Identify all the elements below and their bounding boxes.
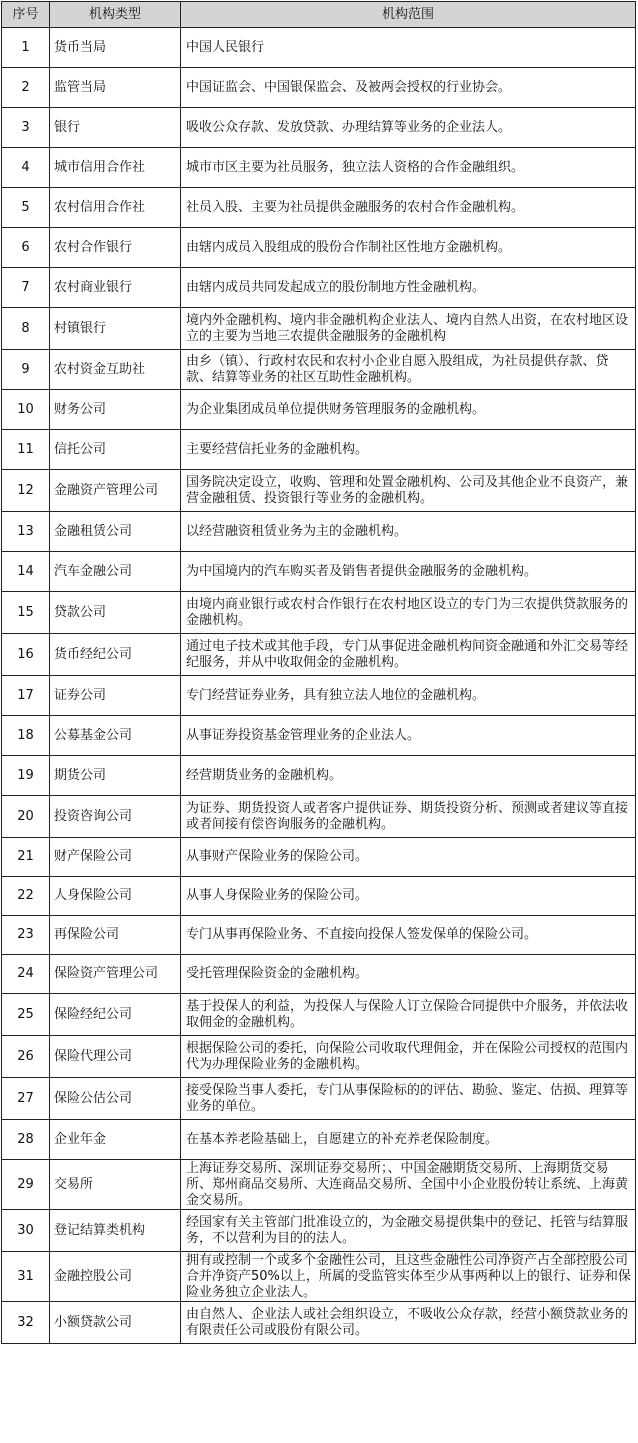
row-number: 8	[2, 308, 50, 350]
institution-scope: 从事人身保险业务的保险公司。	[181, 877, 636, 916]
row-number: 3	[2, 108, 50, 148]
institution-scope: 由乡（镇）、行政村农民和农村小企业自愿入股组成，为社员提供存款、贷款、结算等业务的社区互助性金融机构。	[181, 350, 636, 390]
table-row	[2, 1302, 636, 1344]
institution-scope: 受托管理保险资金的金融机构。	[181, 955, 636, 994]
institution-type: 村镇银行	[50, 308, 181, 350]
table-row	[2, 1160, 636, 1210]
institution-scope: 在基本养老险基础上，自愿建立的补充养老保险制度。	[181, 1120, 636, 1160]
institution-type: 保险代理公司	[50, 1036, 181, 1078]
header-type: 机构类型	[50, 2, 181, 28]
institution-scope: 主要经营信托业务的金融机构。	[181, 430, 636, 470]
row-number: 2	[2, 68, 50, 108]
row-number: 26	[2, 1036, 50, 1078]
table-row	[2, 228, 636, 268]
row-number: 9	[2, 350, 50, 390]
institution-scope: 由辖内成员入股组成的股份合作制社区性地方金融机构。	[181, 228, 636, 268]
row-number: 4	[2, 148, 50, 188]
institution-type: 银行	[50, 108, 181, 148]
institution-scope: 基于投保人的利益，为投保人与保险人订立保险合同提供中介服务，并依法收取佣金的金融机构。	[181, 994, 636, 1036]
table-row	[2, 634, 636, 676]
table-row	[2, 308, 636, 350]
institution-scope: 为证券、期货投资人或者客户提供证券、期货投资分析、预测或者建议等直接或者间接有偿咨询服务的金融机构。	[181, 796, 636, 838]
table-row	[2, 28, 636, 68]
institution-type: 公募基金公司	[50, 716, 181, 756]
institution-type: 农村资金互助社	[50, 350, 181, 390]
institution-type: 汽车金融公司	[50, 552, 181, 592]
institution-scope: 从事证券投资基金管理业务的企业法人。	[181, 716, 636, 756]
institution-scope: 为中国境内的汽车购买者及销售者提供金融服务的金融机构。	[181, 552, 636, 592]
table-row	[2, 838, 636, 877]
table-row	[2, 756, 636, 796]
institution-scope: 根据保险公司的委托，向保险公司收取代理佣金，并在保险公司授权的范围内代为办理保险业务的金融机构。	[181, 1036, 636, 1078]
row-number: 31	[2, 1252, 50, 1302]
institution-scope: 拥有或控制一个或多个金融性公司，且这些金融性公司净资产占全部控股公司合并净资产50%以上，所属的受监管实体至少从事两种以上的银行、证券和保险业务独立企业法人。	[181, 1252, 636, 1302]
institution-type: 贷款公司	[50, 592, 181, 634]
table-row	[2, 1252, 636, 1302]
table-row	[2, 430, 636, 470]
table-row	[2, 916, 636, 955]
institution-type: 农村商业银行	[50, 268, 181, 308]
institution-type: 保险经纪公司	[50, 994, 181, 1036]
institution-scope: 接受保险当事人委托，专门从事保险标的的评估、勘验、鉴定、估损、理算等业务的单位。	[181, 1078, 636, 1120]
table-row	[2, 1036, 636, 1078]
institution-type: 金融租赁公司	[50, 512, 181, 552]
row-number: 19	[2, 756, 50, 796]
institution-type: 保险公估公司	[50, 1078, 181, 1120]
row-number: 27	[2, 1078, 50, 1120]
institution-type: 货币当局	[50, 28, 181, 68]
row-number: 14	[2, 552, 50, 592]
institution-scope: 由辖内成员共同发起成立的股份制地方性金融机构。	[181, 268, 636, 308]
institution-type: 期货公司	[50, 756, 181, 796]
table-body	[2, 28, 636, 1344]
table-row	[2, 796, 636, 838]
institution-type: 小额贷款公司	[50, 1302, 181, 1344]
institution-scope: 经营期货业务的金融机构。	[181, 756, 636, 796]
institution-type: 登记结算类机构	[50, 1210, 181, 1252]
institution-type: 证券公司	[50, 676, 181, 716]
row-number: 15	[2, 592, 50, 634]
institution-scope: 社员入股、主要为社员提供金融服务的农村合作金融机构。	[181, 188, 636, 228]
institution-scope: 境内外金融机构、境内非金融机构企业法人、境内自然人出资，在农村地区设立的主要为当地三农提供金融服务的金融机构	[181, 308, 636, 350]
institution-type: 人身保险公司	[50, 877, 181, 916]
row-number: 7	[2, 268, 50, 308]
row-number: 17	[2, 676, 50, 716]
table-row	[2, 676, 636, 716]
table-row	[2, 148, 636, 188]
row-number: 28	[2, 1120, 50, 1160]
institution-scope: 吸收公众存款、发放贷款、办理结算等业务的企业法人。	[181, 108, 636, 148]
institution-scope: 以经营融资租赁业务为主的金融机构。	[181, 512, 636, 552]
table-row	[2, 552, 636, 592]
table-row	[2, 268, 636, 308]
institution-type: 城市信用合作社	[50, 148, 181, 188]
table-row	[2, 592, 636, 634]
institution-type: 监管当局	[50, 68, 181, 108]
header-no: 序号	[2, 2, 50, 28]
institution-type: 投资咨询公司	[50, 796, 181, 838]
table-header-row	[2, 2, 636, 28]
institution-scope: 通过电子技术或其他手段，专门从事促进金融机构间资金融通和外汇交易等经纪服务，并从中收取佣金的金融机构。	[181, 634, 636, 676]
institution-type: 农村合作银行	[50, 228, 181, 268]
institution-scope: 国务院决定设立，收购、管理和处置金融机构、公司及其他企业不良资产，兼营金融租赁、投资银行等业务的金融机构。	[181, 470, 636, 512]
institution-scope: 为企业集团成员单位提供财务管理服务的金融机构。	[181, 390, 636, 430]
row-number: 29	[2, 1160, 50, 1210]
row-number: 16	[2, 634, 50, 676]
row-number: 5	[2, 188, 50, 228]
institution-type: 再保险公司	[50, 916, 181, 955]
table-row	[2, 390, 636, 430]
row-number: 18	[2, 716, 50, 756]
row-number: 6	[2, 228, 50, 268]
institution-scope: 由境内商业银行或农村合作银行在农村地区设立的专门为三农提供贷款服务的金融机构。	[181, 592, 636, 634]
table-row	[2, 188, 636, 228]
institution-type: 企业年金	[50, 1120, 181, 1160]
table-row	[2, 877, 636, 916]
table-row	[2, 1078, 636, 1120]
institution-type: 信托公司	[50, 430, 181, 470]
row-number: 13	[2, 512, 50, 552]
institution-scope: 中国人民银行	[181, 28, 636, 68]
row-number: 23	[2, 916, 50, 955]
row-number: 30	[2, 1210, 50, 1252]
institution-type: 金融控股公司	[50, 1252, 181, 1302]
institution-type: 金融资产管理公司	[50, 470, 181, 512]
table-row	[2, 1120, 636, 1160]
institution-scope: 城市市区主要为社员服务，独立法人资格的合作金融组织。	[181, 148, 636, 188]
table-row	[2, 716, 636, 756]
row-number: 25	[2, 994, 50, 1036]
institution-type: 农村信用合作社	[50, 188, 181, 228]
row-number: 21	[2, 838, 50, 877]
institution-type: 财务公司	[50, 390, 181, 430]
row-number: 10	[2, 390, 50, 430]
institution-table	[1, 1, 636, 1344]
institution-scope: 专门从事再保险业务、不直接向投保人签发保单的保险公司。	[181, 916, 636, 955]
table-row	[2, 1210, 636, 1252]
table-row	[2, 108, 636, 148]
institution-scope: 中国证监会、中国银保监会、及被两会授权的行业协会。	[181, 68, 636, 108]
row-number: 20	[2, 796, 50, 838]
institution-type: 货币经纪公司	[50, 634, 181, 676]
institution-type: 交易所	[50, 1160, 181, 1210]
table-row	[2, 470, 636, 512]
institution-scope: 上海证券交易所、深圳证券交易所；、中国金融期货交易所、上海期货交易所、郑州商品交易所、大连商品交易所、全国中小企业股份转让系统、上海黄金交易所。	[181, 1160, 636, 1210]
institution-scope: 由自然人、企业法人或社会组织设立，不吸收公众存款，经营小额贷款业务的有限责任公司或股份有限公司。	[181, 1302, 636, 1344]
institution-scope: 经国家有关主管部门批准设立的，为金融交易提供集中的登记、托管与结算服务，不以营利为目的的法人。	[181, 1210, 636, 1252]
table-row	[2, 68, 636, 108]
institution-scope: 专门经营证券业务，具有独立法人地位的金融机构。	[181, 676, 636, 716]
header-scope: 机构范围	[181, 2, 636, 28]
row-number: 32	[2, 1302, 50, 1344]
institution-scope: 从事财产保险业务的保险公司。	[181, 838, 636, 877]
row-number: 11	[2, 430, 50, 470]
row-number: 24	[2, 955, 50, 994]
institution-type: 财产保险公司	[50, 838, 181, 877]
table-row	[2, 955, 636, 994]
row-number: 1	[2, 28, 50, 68]
table-row	[2, 994, 636, 1036]
row-number: 12	[2, 470, 50, 512]
table-row	[2, 512, 636, 552]
table-row	[2, 350, 636, 390]
institution-type: 保险资产管理公司	[50, 955, 181, 994]
row-number: 22	[2, 877, 50, 916]
